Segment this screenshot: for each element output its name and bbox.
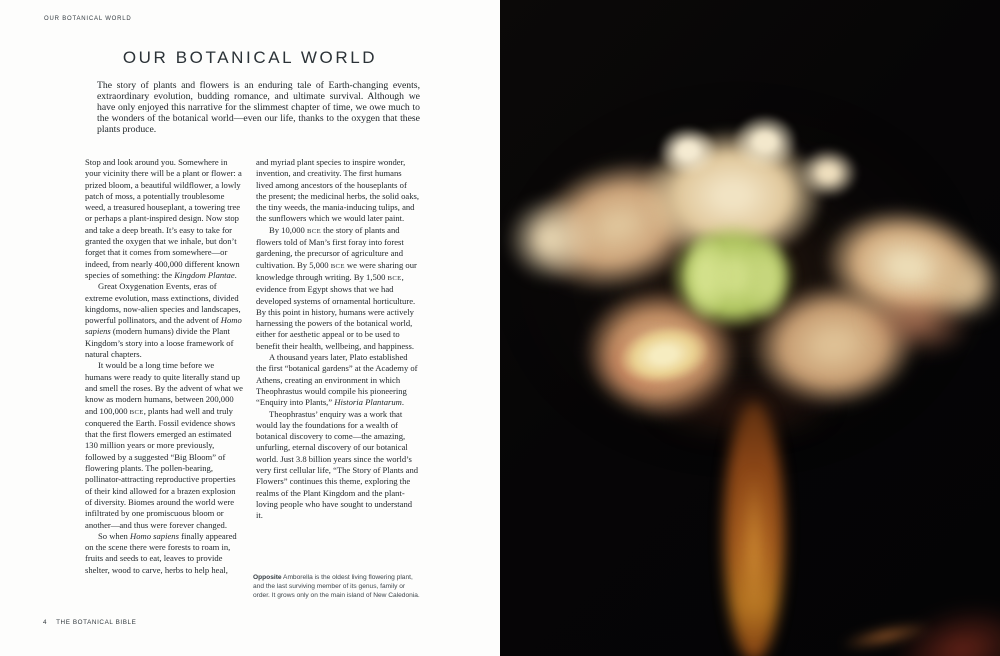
text-run: and myriad plant species to inspire wonder, invention, and creativity. The first humans lived among ancestors of the houseplants of the present; the medicinal herbs, the solid oaks, the tiny weeds, the mania-inducing tulips, and the sunflowers which we would later paint. (256, 157, 419, 224)
flower-carpel-lobe (682, 232, 730, 320)
text-run: It would be a long time before we humans were ready to quite literally stand up and smell the roses. By the advent of what we know as modern humans, between 200,000 and 100,000 (85, 360, 243, 416)
body-paragraph (85, 281, 243, 360)
flower-staminode-bump (658, 126, 718, 176)
text-run: , plants had well and truly conquered the Earth. Fossil evidence shows that the first flowers emerged an estimated 130 million years or more previously, followed by a suggested “Big Bloom” of flowering plants. The pollen-bearing, pollinator-attracting reproductive properties of their kind allowed for a brazen explosion of diversity. Biomes around the world were infiltrated by one promiscuous bloom or another—and thus were forever changed. (85, 405, 236, 530)
text-run: , evidence from Egypt shows that we had developed systems of ornamental horticulture. By this point in history, humans were actively harnessing the powers of the botanical world, either for aesthetic appeal or to be used to benefit their health, wellbeing, and happiness. (256, 271, 416, 351)
page-number: 4 (43, 619, 48, 626)
body-paragraph (85, 157, 243, 281)
text-run: So when (98, 530, 130, 541)
caption-text: Amborella is the oldest living flowering plant, and the last surviving member of its genus, family or order. It grows only on the main island of New Caledonia. (253, 574, 420, 599)
intro-paragraph: The story of plants and flowers is an enduring tale of Earth-changing events, extraordinary evolution, budding romance, and ultimate survival. Although we have only enjoyed this narrative for the slimmest chapter of time, we owe much to the wonders of the botanical world—even our life, thanks to the oxygen that these plants produce. (97, 80, 420, 135)
text-run: Homo sapiens (85, 315, 242, 337)
body-text (85, 157, 419, 609)
text-run: BCE (306, 227, 322, 235)
body-paragraph (256, 409, 419, 522)
text-run: the story of plants and flowers told of Man’s first foray into forest gardening, the precursor of agriculture and cultivation. By 5,000 (256, 224, 404, 270)
text-run: BCE (129, 408, 144, 416)
text-run: BCE (387, 274, 402, 282)
text-run: Theophrastus’ enquiry was a work that would lay the foundations for a wealth of botanical discovery to come—the amazing, unfurling, eternal discovery of our botanical world. Just 3.8 billion years since the world’s very first cellular life, “The Story of Plants and Flowers” continues this theme, exploring the realms of the Plant Kingdom and the plant-loving people who have sought to understand it. (256, 408, 419, 521)
text-run: Stop and look around you. Somewhere in your vicinity there will be a plant or flower: a prized bloom, a beautiful wildflower, a lowly patch of moss, a potentially troublesome weed, a treasured houseplant, a towering tree or perhaps a plant-inspired design. Now stop and take a deep breath. It’s easy to take for granted the oxygen that we inhale, but don’t forget that it comes from somewhere—or indeed, from nearly 400,000 different known species of something: the (85, 157, 242, 280)
text-run: . (401, 397, 405, 408)
text-run: (modern humans) divide the Plant Kingdom’s story into a loose framework of natural chapters. (85, 326, 234, 360)
text-run: Great Oxygenation Events, eras of extreme evolution, mass extinctions, divided kingdoms, now-alien species and landscapes, powerful pollinators, and the advent of (85, 281, 241, 326)
body-paragraph (256, 352, 419, 408)
page-footer (43, 619, 136, 626)
text-run: A thousand years later, Plato established the first “botanical gardens” at the Academy of Athens, creating an environment in which Theophrastus would compile his pioneering “Enquiry into Plants,” (256, 352, 418, 408)
text-run: By 10,000 (269, 224, 307, 235)
body-paragraph (256, 157, 419, 225)
body-paragraph (85, 531, 243, 576)
text-run: . (234, 269, 237, 280)
chapter-title: OUR BOTANICAL WORLD (122, 48, 378, 67)
body-column-1 (85, 157, 243, 609)
book-title: THE BOTANICAL BIBLE (56, 619, 137, 626)
text-run: Kingdom Plantae (174, 269, 235, 280)
body-column-2 (256, 157, 419, 609)
caption-label: Opposite (253, 574, 282, 581)
amborella-photo (500, 0, 1000, 656)
body-paragraph (85, 360, 243, 530)
text-run: Historia Plantarum (334, 397, 402, 408)
text-run: we were sharing our knowledge through writing. By 1,500 (256, 259, 417, 282)
running-header: OUR BOTANICAL WORLD (44, 16, 132, 22)
body-paragraph (256, 225, 419, 352)
text-run: BCE (330, 262, 345, 270)
flower-carpel-lobe (742, 238, 790, 320)
flower-staminode-bump (798, 148, 858, 198)
text-run: Homo sapiens (130, 530, 179, 541)
photo-caption (253, 573, 421, 600)
flower-petal-left-tip (506, 196, 596, 282)
flower-stem-highlight (742, 468, 766, 636)
flower-staminode-bump (732, 114, 798, 170)
text-run: finally appeared on the scene there were forests to roam in, fruits and seeds to eat, leaves to provide shelter, wood to carve, herbs to help heal, (85, 530, 237, 575)
